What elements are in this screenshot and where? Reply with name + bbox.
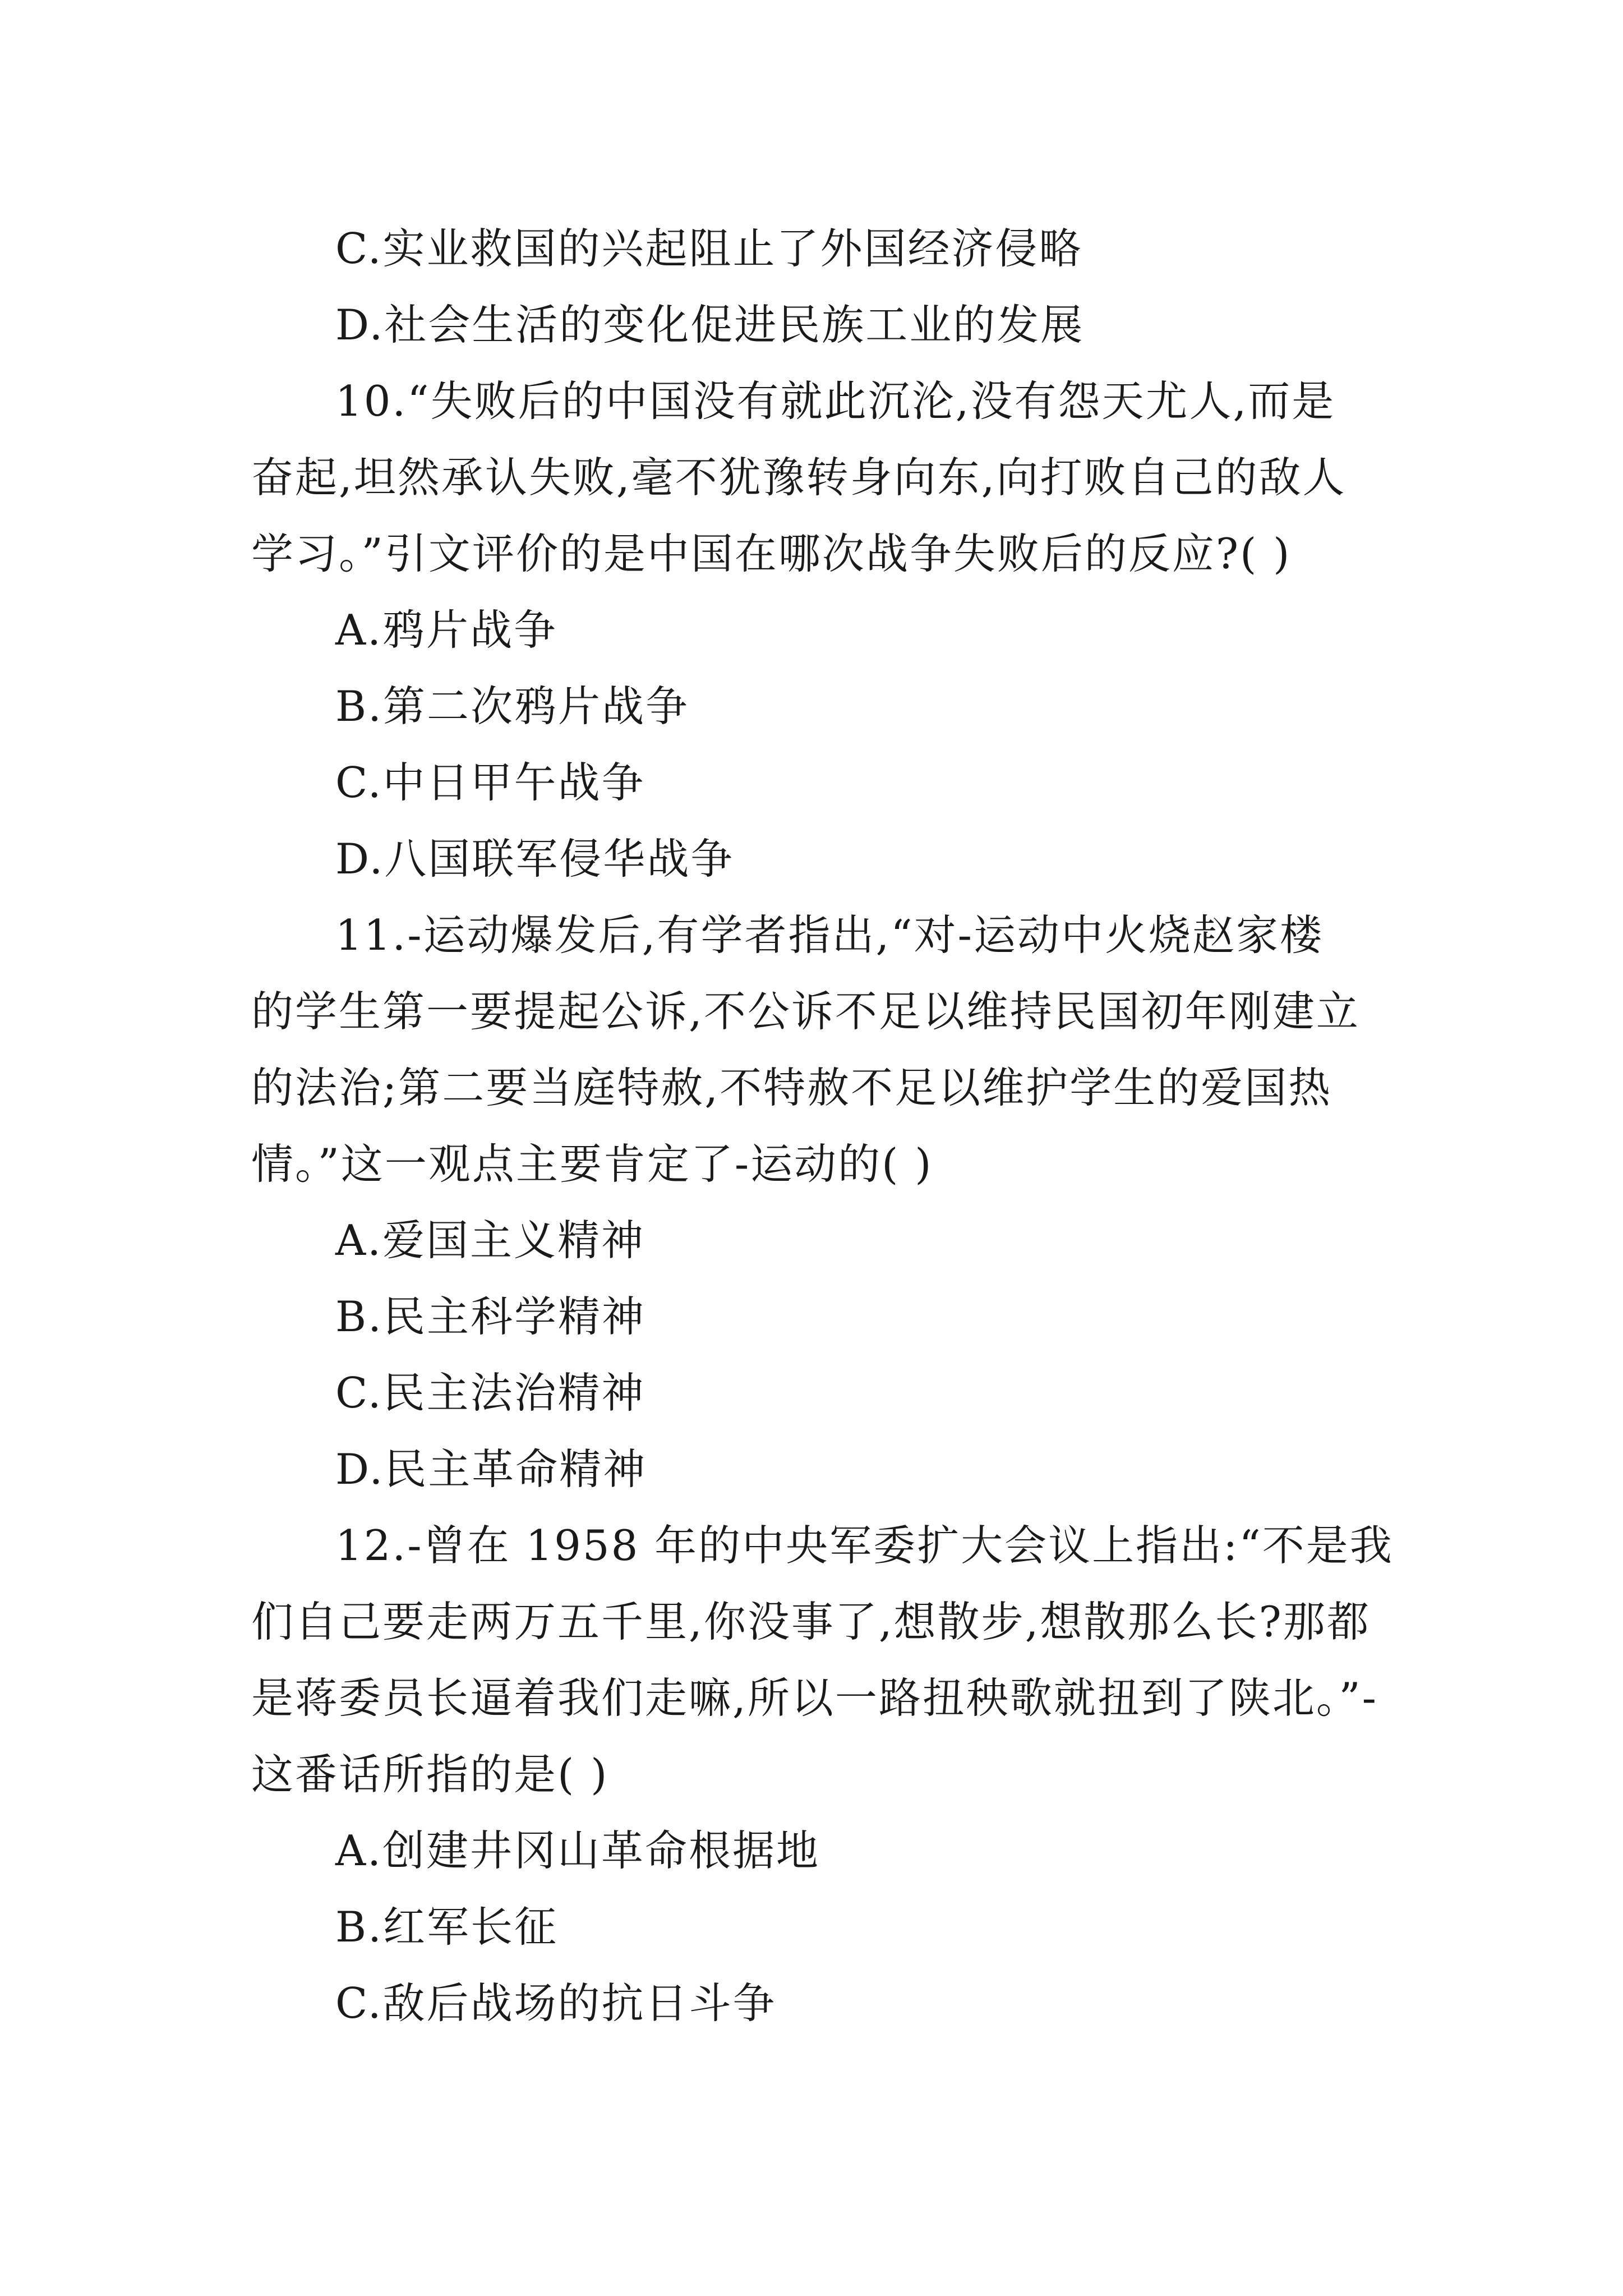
prev-question-options [251,210,1418,363]
option-b: B.红军长征 [335,1902,558,1952]
question-stem-line: 的法治;第二要当庭特赦,不特赦不足以维护学生的爱国热 [251,1063,1332,1112]
option-b: B.民主科学精神 [335,1292,645,1341]
question-stem-line: 情。”这一观点主要肯定了-运动的( ) [251,1139,933,1189]
question-stem-line: 学习。”引文评价的是中国在哪次战争失败后的反应?( ) [251,529,1292,578]
question-stem-line: 10.“失败后的中国没有就此沉沦,没有怨天尤人,而是 [335,376,1336,426]
question-12 [251,1507,1418,2041]
question-stem-line: 是蒋委员长逼着我们走嘛,所以一路扭秧歌就扭到了陕北。”- [251,1673,1378,1723]
option-c: C.实业救国的兴起阻止了外国经济侵略 [335,224,1083,273]
option-c: C.民主法治精神 [335,1368,645,1418]
option-a: A.鸦片战争 [335,605,558,655]
page-content [251,210,1418,2041]
question-stem-line: 12.-曾在 1958 年的中央军委扩大会议上指出:“不是我 [335,1521,1394,1570]
option-d: D.民主革命精神 [335,1444,647,1494]
option-d: D.八国联军侵华战争 [335,834,735,884]
question-stem-line: 奋起,坦然承认失败,毫不犹豫转身向东,向打败自己的敌人 [251,453,1347,502]
question-11 [251,897,1418,1507]
question-stem-line: 们自己要走两万五千里,你没事了,想散步,想散那么长?那都 [251,1597,1371,1646]
option-a: A.爱国主义精神 [335,1216,645,1265]
option-c: C.中日甲午战争 [335,758,645,807]
question-stem-line: 的学生第一要提起公诉,不公诉不足以维持民国初年刚建立 [251,987,1360,1036]
question-stem-line: 11.-运动爆发后,有学者指出,“对-运动中火烧赵家楼 [335,910,1324,960]
option-c: C.敌后战场的抗日斗争 [335,1978,777,2028]
question-10 [251,363,1418,897]
question-stem-line: 这番话所指的是( ) [251,1750,609,1799]
option-d: D.社会生活的变化促进民族工业的发展 [335,300,1085,349]
option-a: A.创建井冈山革命根据地 [335,1826,820,1875]
option-b: B.第二次鸦片战争 [335,682,689,731]
